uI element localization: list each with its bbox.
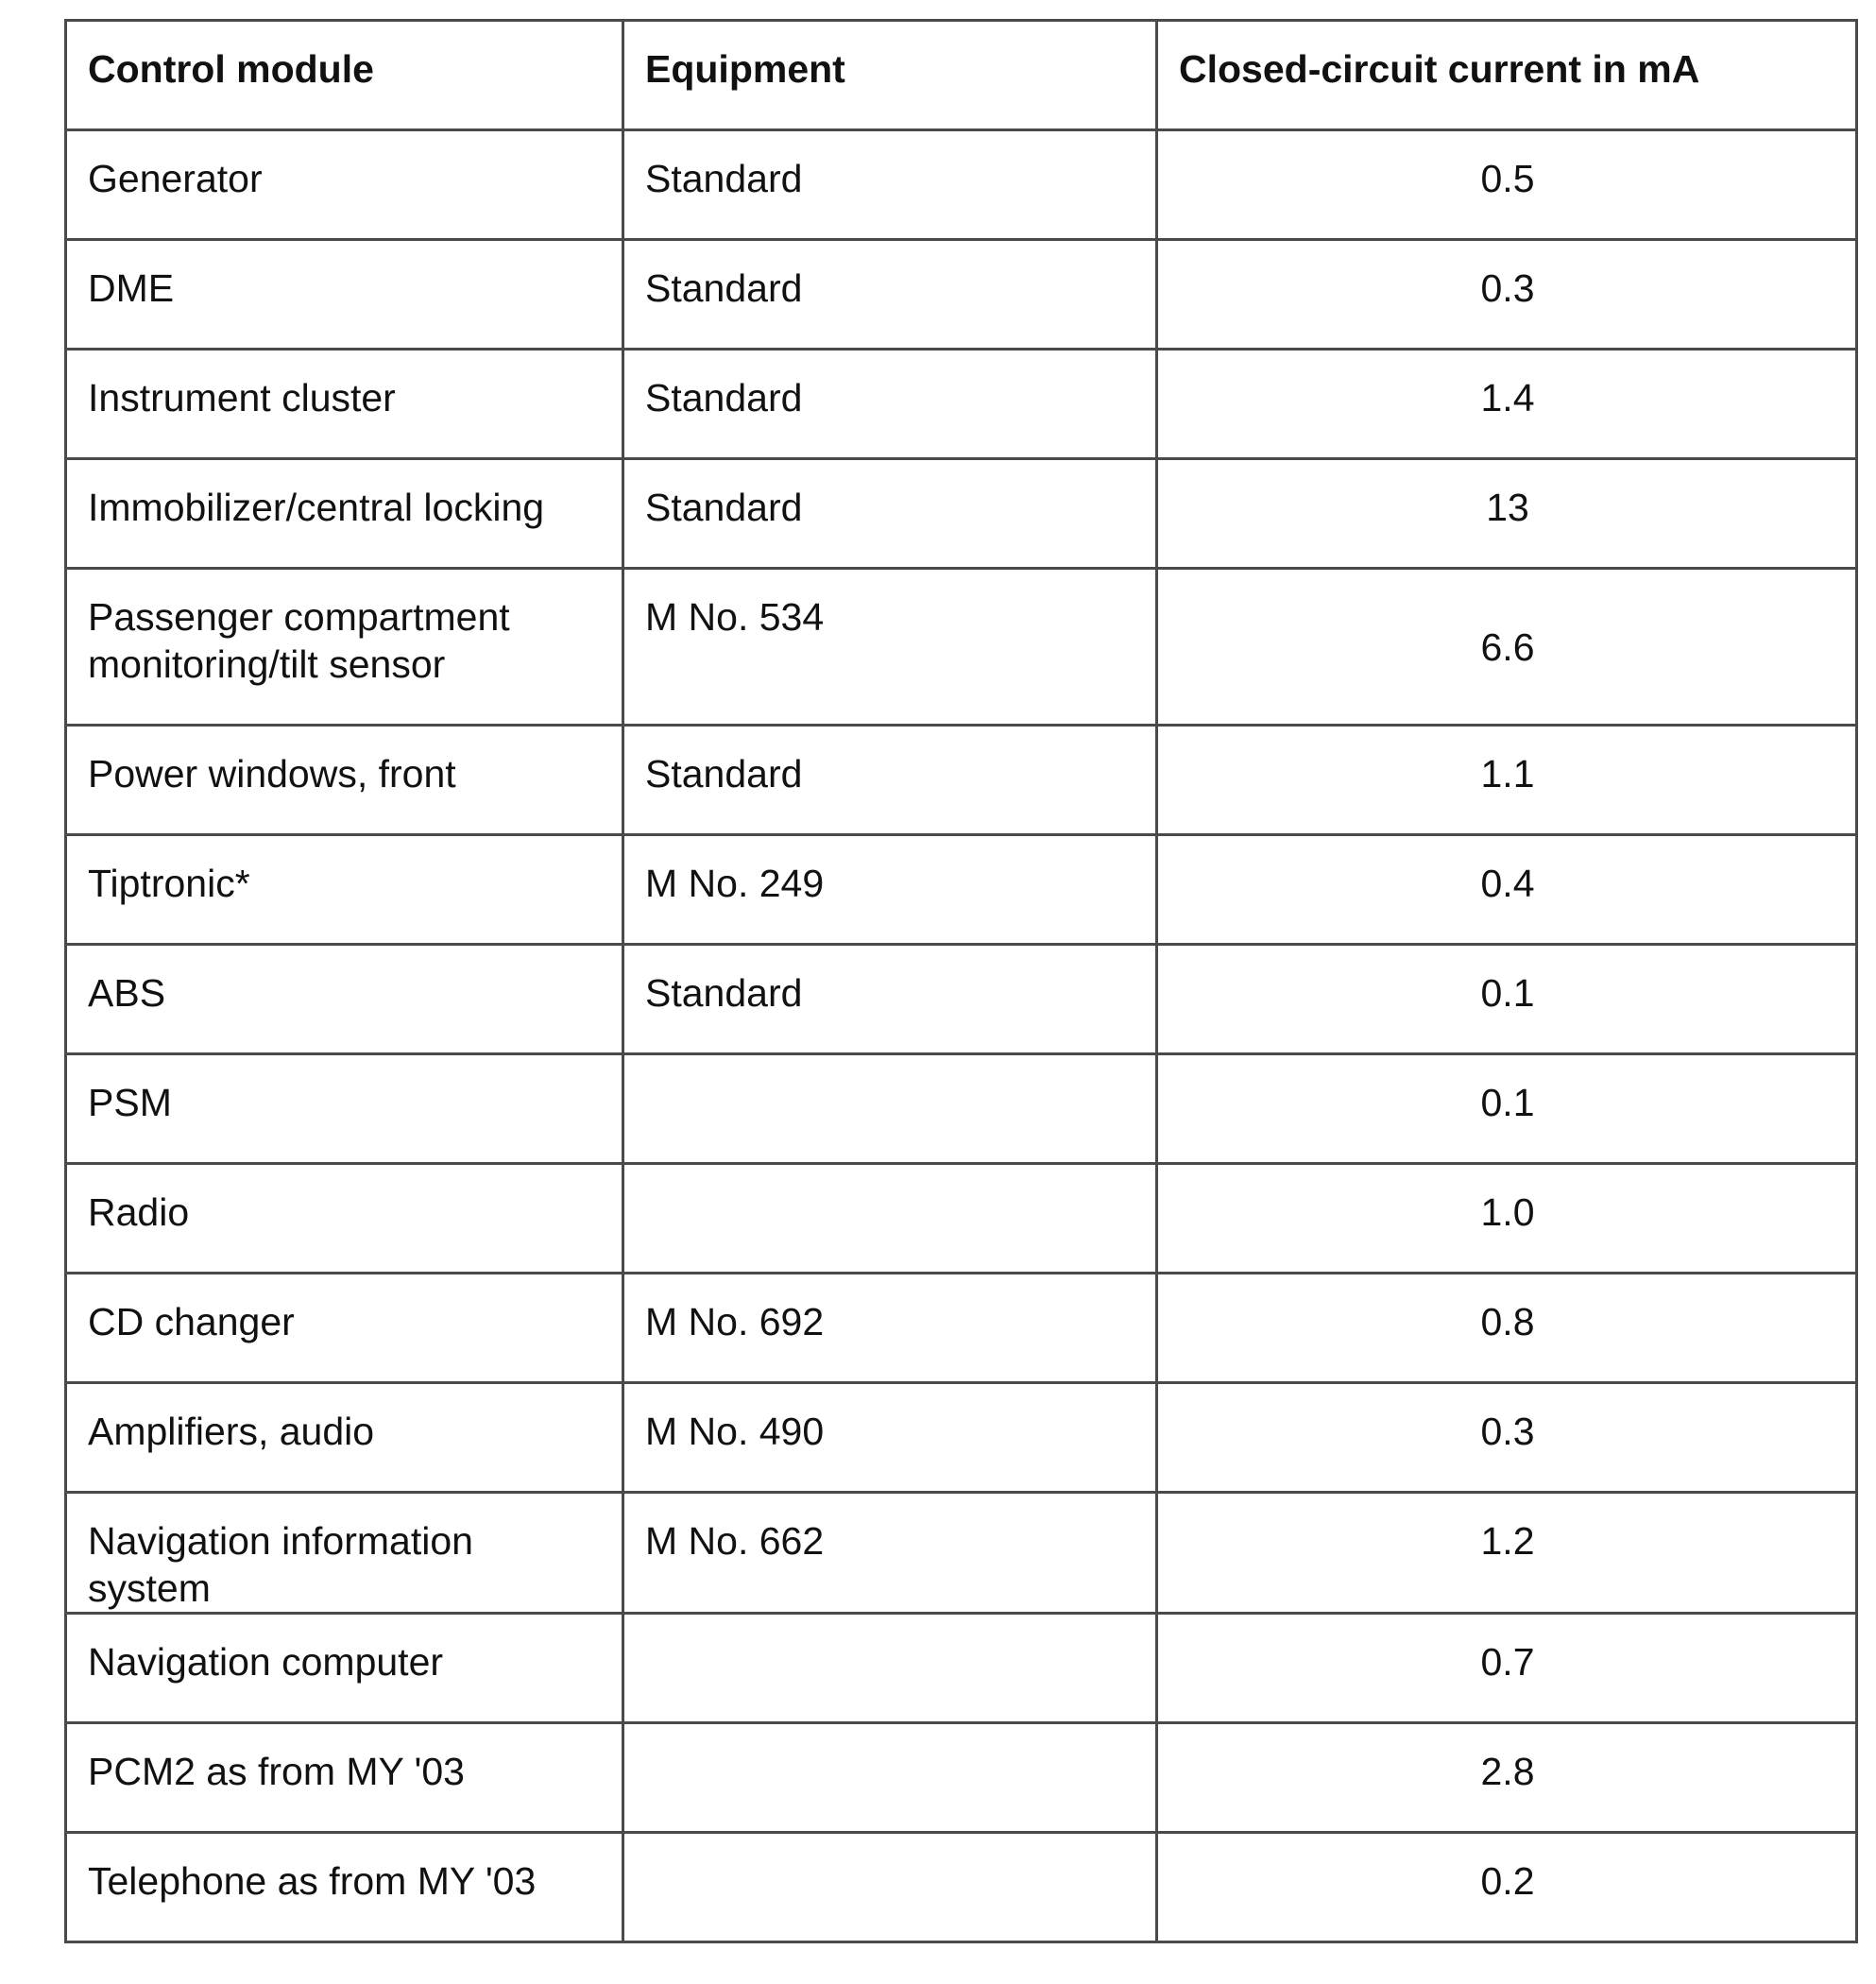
cell-control-module: CD changer: [66, 1274, 623, 1383]
closed-circuit-current-table-container: [64, 19, 1855, 1943]
cell-control-module: ABS: [66, 945, 623, 1054]
table-row: [66, 569, 1857, 726]
cell-equipment: M No. 692: [623, 1274, 1157, 1383]
closed-circuit-current-table: [64, 19, 1858, 1943]
table-row: [66, 1493, 1857, 1614]
cell-closed-circuit-current: 0.5: [1157, 130, 1857, 240]
cell-equipment: M No. 534: [623, 569, 1157, 726]
cell-closed-circuit-current: 0.7: [1157, 1614, 1857, 1723]
cell-equipment: M No. 662: [623, 1493, 1157, 1614]
header-equipment: Equipment: [623, 21, 1157, 130]
table-row: [66, 1383, 1857, 1493]
cell-equipment: [623, 1614, 1157, 1723]
cell-equipment: [623, 1833, 1157, 1942]
cell-control-module: Navigation computer: [66, 1614, 623, 1723]
cell-closed-circuit-current: 0.8: [1157, 1274, 1857, 1383]
cell-control-module: Generator: [66, 130, 623, 240]
table-row: [66, 1164, 1857, 1274]
cell-equipment: Standard: [623, 240, 1157, 350]
table-row: [66, 1723, 1857, 1833]
cell-closed-circuit-current: 1.0: [1157, 1164, 1857, 1274]
cell-control-module: Immobilizer/central locking: [66, 459, 623, 569]
cell-equipment: Standard: [623, 945, 1157, 1054]
table-header-row: [66, 21, 1857, 130]
cell-closed-circuit-current: 0.4: [1157, 835, 1857, 945]
cell-equipment: Standard: [623, 459, 1157, 569]
cell-control-module: PSM: [66, 1054, 623, 1164]
cell-control-module: Tiptronic*: [66, 835, 623, 945]
table-row: [66, 945, 1857, 1054]
cell-closed-circuit-current: 0.3: [1157, 240, 1857, 350]
cell-control-module: Passenger compartment monitoring/tilt sensor: [66, 569, 623, 726]
cell-control-module: Amplifiers, audio: [66, 1383, 623, 1493]
cell-closed-circuit-current: 0.3: [1157, 1383, 1857, 1493]
table-row: [66, 1054, 1857, 1164]
cell-equipment: Standard: [623, 130, 1157, 240]
table-row: [66, 726, 1857, 835]
cell-closed-circuit-current: 1.2: [1157, 1493, 1857, 1614]
header-control-module: Control module: [66, 21, 623, 130]
cell-equipment: M No. 490: [623, 1383, 1157, 1493]
table-row: [66, 350, 1857, 459]
cell-equipment: [623, 1164, 1157, 1274]
cell-closed-circuit-current: 1.1: [1157, 726, 1857, 835]
cell-equipment: Standard: [623, 350, 1157, 459]
cell-closed-circuit-current: 13: [1157, 459, 1857, 569]
cell-closed-circuit-current: 0.2: [1157, 1833, 1857, 1942]
table-row: [66, 459, 1857, 569]
cell-control-module: Power windows, front: [66, 726, 623, 835]
cell-control-module: Radio: [66, 1164, 623, 1274]
table-row: [66, 1833, 1857, 1942]
table-body: [66, 130, 1857, 1942]
cell-equipment: M No. 249: [623, 835, 1157, 945]
table-row: [66, 240, 1857, 350]
cell-closed-circuit-current: 0.1: [1157, 1054, 1857, 1164]
cell-control-module: Navigation information system: [66, 1493, 623, 1614]
cell-control-module: DME: [66, 240, 623, 350]
table-row: [66, 1614, 1857, 1723]
cell-closed-circuit-current: 1.4: [1157, 350, 1857, 459]
cell-equipment: [623, 1054, 1157, 1164]
cell-closed-circuit-current: 6.6: [1157, 569, 1857, 726]
cell-closed-circuit-current: 0.1: [1157, 945, 1857, 1054]
cell-equipment: Standard: [623, 726, 1157, 835]
table-row: [66, 130, 1857, 240]
table-row: [66, 1274, 1857, 1383]
cell-control-module: Telephone as from MY '03: [66, 1833, 623, 1942]
cell-control-module: PCM2 as from MY '03: [66, 1723, 623, 1833]
cell-control-module: Instrument cluster: [66, 350, 623, 459]
table-row: [66, 835, 1857, 945]
header-closed-circuit-current: Closed-circuit current in mA: [1157, 21, 1857, 130]
cell-equipment: [623, 1723, 1157, 1833]
cell-closed-circuit-current: 2.8: [1157, 1723, 1857, 1833]
